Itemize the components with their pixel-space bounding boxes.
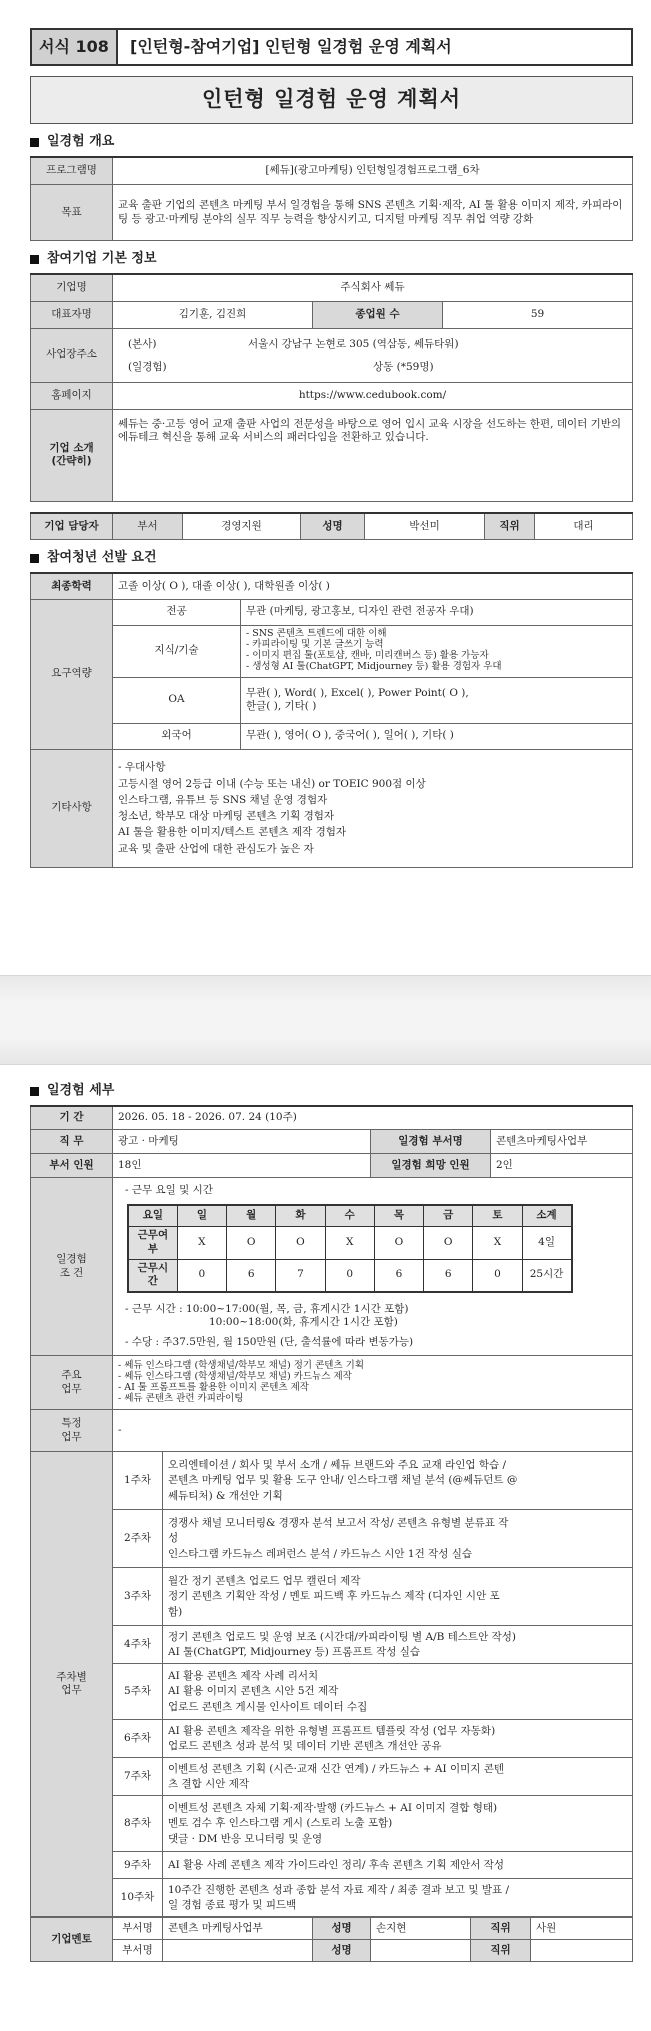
address-we-value: 상동 (*59명) — [373, 361, 434, 374]
schedule-table — [127, 1204, 573, 1293]
conditions-value — [113, 1178, 633, 1356]
week-label: 9주차 — [113, 1852, 163, 1879]
main-duty-item: - 쎄듀 인스타그램 (학생채널/학부모 채널) 정기 콘텐츠 기획 — [118, 1360, 365, 1372]
etc-list — [113, 749, 633, 867]
manager-name-value: 박선미 — [365, 513, 485, 540]
schedule-cell: 0 — [473, 1259, 522, 1292]
company-intro-label: 기업 소개 (간략히) — [31, 409, 113, 501]
schedule-head-cell: 금 — [424, 1205, 473, 1227]
section-heading-company: 참여기업 기본 정보 — [30, 251, 633, 268]
page-2 — [0, 1065, 651, 2031]
square-bullet-icon — [30, 138, 39, 147]
week-content: 10주간 진행한 콘텐츠 성과 종합 분석 자료 제작 / 최종 결과 보고 및 발표 / 일 경험 종료 평가 및 피드백 — [163, 1879, 633, 1917]
hope-count-value: 2인 — [491, 1154, 633, 1178]
schedule-cell: 25시간 — [522, 1259, 571, 1292]
etc-item: - 우대사항 — [118, 761, 166, 774]
company-intro-value: 쎄듀는 중·고등 영어 교재 출판 사업의 전문성을 바탕으로 영어 입시 교육 시장을 선도하는 한편, 데이터 기반의 에듀테크 혁신을 통해 교육 서비스의 패러다임을 전환하고 있습니다. — [113, 409, 633, 501]
weekly-duty-label: 주차별 업무 — [31, 1452, 113, 1917]
week-label: 7주차 — [113, 1758, 163, 1796]
schedule-head-cell: 화 — [276, 1205, 325, 1227]
week-label: 3주차 — [113, 1568, 163, 1626]
employee-count-value: 59 — [443, 301, 633, 328]
company-name-label: 기업명 — [31, 274, 113, 301]
schedule-row-label: 근무시간 — [128, 1259, 177, 1292]
section-heading-detail: 일경험 세부 — [30, 1083, 633, 1100]
week-label: 8주차 — [113, 1796, 163, 1852]
schedule-cell: 7 — [276, 1259, 325, 1292]
etc-label: 기타사항 — [31, 749, 113, 867]
period-label: 기 간 — [31, 1106, 113, 1130]
week-label: 1주차 — [113, 1452, 163, 1510]
skill-item: - 생성형 AI 툴(ChatGPT, Midjourney 등) 활용 경험자 우대 — [246, 661, 502, 673]
manager-dept-value: 경영지원 — [183, 513, 301, 540]
form-header — [30, 28, 633, 66]
ceo-value: 김기훈, 김진희 — [113, 301, 313, 328]
week-content: 오리엔테이션 / 회사 및 부서 소개 / 쎄듀 브랜드와 주요 교재 라인업 학습 / 콘텐츠 마케팅 업무 및 활용 도구 안내/ 인스타그램 채널 분석 (@쎄듀던트 @ 쎄듀티처) & 개선안 기획 — [163, 1452, 633, 1510]
main-duty-list — [113, 1356, 633, 1410]
work-dept-value: 콘텐츠마케팅사업부 — [491, 1130, 633, 1154]
employee-count-label: 종업원 수 — [313, 301, 443, 328]
hope-count-label: 일경험 희망 인원 — [371, 1154, 491, 1178]
main-duty-item: - AI 툴 프롬프트를 활용한 이미지 콘텐츠 제작 — [118, 1381, 309, 1393]
skill-item: - SNS 콘텐츠 트렌드에 대한 이해 — [246, 628, 387, 640]
schedule-head-cell: 요일 — [128, 1205, 177, 1227]
square-bullet-icon — [30, 255, 39, 264]
week-content: 정기 콘텐츠 업로드 및 운영 보조 (시간대/카피라이팅 별 A/B 테스트안 작성) AI 툴(ChatGPT, Midjourney 등) 프롬프트 작성 실습 — [163, 1626, 633, 1664]
company-name-value: 주식회사 쎄듀 — [113, 274, 633, 301]
schedule-cell: 0 — [325, 1259, 374, 1292]
form-title: [인턴형-참여기업] 인턴형 일경험 운영 계획서 — [130, 36, 452, 56]
language-value: 무관( ), 영어( O ), 중국어( ), 일어( ), 기타( ) — [241, 723, 633, 749]
staff-count-value: 18인 — [113, 1154, 371, 1178]
schedule-head-cell: 토 — [473, 1205, 522, 1227]
address-hq-tag: (본사) — [128, 337, 157, 350]
mentor-dept-label: 부서명 — [113, 1918, 163, 1940]
mentor-table — [30, 1917, 633, 1962]
skill-item: - 이미지 편집 툴(포토샵, 캔바, 미리캔버스 등) 활용 가능자 — [246, 650, 489, 662]
etc-item: 인스타그램, 유튜브 등 SNS 채널 운영 경험자 — [118, 793, 328, 806]
address-we-tag: (일경험) — [128, 361, 167, 374]
schedule-cell: O — [276, 1227, 325, 1259]
schedule-cell: O — [424, 1227, 473, 1259]
mentor-dept-value: 콘텐츠 마케팅사업부 — [163, 1918, 313, 1940]
work-dept-label: 일경험 부서명 — [371, 1130, 491, 1154]
program-name-value: [쎄듀](광고마케팅) 인턴형일경험프로그램_6차 — [113, 157, 633, 185]
schedule-row-label: 근무여부 — [128, 1227, 177, 1259]
homepage-link[interactable]: https://www.cedubook.com/ — [113, 382, 633, 409]
week-content: AI 활용 콘텐츠 제작을 위한 유형별 프롬프트 템플릿 작성 (업무 자동화) 업로드 콘텐츠 성과 분석 및 데이터 기반 콘텐츠 개선안 공유 — [163, 1720, 633, 1758]
address-value — [113, 328, 633, 382]
week-content: AI 활용 콘텐츠 제작 사례 리서치 AI 활용 이미지 콘텐츠 시안 5건 제작 업로드 콘텐츠 게시물 인사이트 데이터 수집 — [163, 1664, 633, 1720]
etc-item: 교육 및 출판 산업에 대한 관심도가 높은 자 — [118, 842, 314, 855]
program-name-label: 프로그램명 — [31, 157, 113, 185]
special-duty-value: - — [113, 1410, 633, 1452]
schedule-cell: X — [473, 1227, 522, 1259]
schedule-head-cell: 일 — [177, 1205, 226, 1227]
main-duty-label: 주요 업무 — [31, 1356, 113, 1410]
mentor-dept-label: 부서명 — [113, 1940, 163, 1962]
square-bullet-icon — [30, 554, 39, 563]
detail-table — [30, 1105, 633, 1918]
manager-name-label: 성명 — [301, 513, 365, 540]
skill-list — [241, 625, 633, 677]
manager-dept-label: 부서 — [113, 513, 183, 540]
education-label: 최종학력 — [31, 573, 113, 599]
week-label: 5주차 — [113, 1664, 163, 1720]
document-title: 인턴형 일경험 운영 계획서 — [30, 76, 633, 124]
schedule-cell: 6 — [227, 1259, 276, 1292]
section-heading-selection: 참여청년 선발 요건 — [30, 550, 633, 567]
schedule-cell: 4일 — [522, 1227, 571, 1259]
schedule-cell: O — [227, 1227, 276, 1259]
pay-line: - 수당 : 주37.5만원, 월 150만원 (단, 출석률에 따라 변동가능) — [125, 1336, 414, 1349]
week-label: 6주차 — [113, 1720, 163, 1758]
mentor-label: 기업멘토 — [31, 1918, 113, 1962]
homepage-label: 홈페이지 — [31, 382, 113, 409]
schedule-head-cell: 월 — [227, 1205, 276, 1227]
language-label: 외국어 — [113, 723, 241, 749]
week-content: AI 활용 사례 콘텐츠 제작 가이드라인 정리/ 후속 콘텐츠 기획 제안서 작성 — [163, 1852, 633, 1879]
work-hours-line: - 근무 시간 : 10:00~17:00(월, 목, 금, 휴게시간 1시간 포함) — [125, 1302, 409, 1315]
conditions-intro: - 근무 요일 및 시간 — [125, 1184, 213, 1197]
mentor-name-value — [371, 1940, 471, 1962]
skill-label: 지식/기술 — [113, 625, 241, 677]
selection-table — [30, 572, 633, 868]
mentor-name-value: 손지현 — [371, 1918, 471, 1940]
square-bullet-icon — [30, 1087, 39, 1096]
page-1 — [0, 0, 651, 975]
main-duty-item: - 쎄듀 콘텐츠 관련 카피라이팅 — [118, 1392, 244, 1404]
week-label: 4주차 — [113, 1626, 163, 1664]
week-content: 경쟁사 채널 모니터링& 경쟁자 분석 보고서 작성/ 콘텐츠 유형별 분류표 작 성 인스타그램 카드뉴스 레퍼런스 분석 / 카드뉴스 시안 1건 작성 실습 — [163, 1510, 633, 1568]
job-label: 직 무 — [31, 1130, 113, 1154]
major-value: 무관 (마케팅, 광고홍보, 디자인 관련 전공자 우대) — [241, 599, 633, 625]
manager-table — [30, 512, 633, 541]
etc-item: 고등시절 영어 2등급 이내 (수능 또는 내신) or TOEIC 900점 이상 — [118, 777, 426, 790]
company-table — [30, 273, 633, 502]
special-duty-label: 특정 업무 — [31, 1410, 113, 1452]
schedule-head-cell: 수 — [325, 1205, 374, 1227]
form-number-badge: 서식 108 — [32, 30, 118, 64]
mentor-dept-value — [163, 1940, 313, 1962]
page-gap — [0, 975, 651, 1065]
week-label: 10주차 — [113, 1879, 163, 1917]
manager-position-value: 대리 — [535, 513, 633, 540]
address-hq-value: 서울시 강남구 논현로 305 (역삼동, 쎄듀타워) — [248, 337, 459, 350]
week-content: 월간 정기 콘텐츠 업로드 업무 캘린더 제작 정기 콘텐츠 기획안 작성 / 멘토 피드백 후 카드뉴스 제작 (디자인 시안 포 함) — [163, 1568, 633, 1626]
week-content: 이벤트성 콘텐츠 자체 기획·제작·발행 (카드뉴스 + AI 이미지 결합 형태) 멘토 검수 후 인스타그램 게시 (스토리 노출 포함) 댓글 · DM 반응 모니터링 및 운영 — [163, 1796, 633, 1852]
job-value: 광고 · 마케팅 — [113, 1130, 371, 1154]
mentor-position-label: 직위 — [471, 1918, 531, 1940]
etc-item: AI 툴을 활용한 이미지/텍스트 콘텐츠 제작 경험자 — [118, 826, 347, 839]
mentor-position-value: 사원 — [531, 1918, 633, 1940]
required-competency-label: 요구역량 — [31, 599, 113, 749]
major-label: 전공 — [113, 599, 241, 625]
overview-table — [30, 156, 633, 242]
schedule-cell: O — [374, 1227, 423, 1259]
ceo-label: 대표자명 — [31, 301, 113, 328]
etc-item: 청소년, 학부모 대상 마케팅 콘텐츠 기획 경험자 — [118, 810, 335, 823]
week-label: 2주차 — [113, 1510, 163, 1568]
mentor-position-label: 직위 — [471, 1940, 531, 1962]
skill-item: - 카피라이팅 및 기본 글쓰기 능력 — [246, 639, 384, 651]
education-value: 고졸 이상( O ), 대졸 이상( ), 대학원졸 이상( ) — [113, 573, 633, 599]
schedule-head-cell: 목 — [374, 1205, 423, 1227]
schedule-head-cell: 소계 — [522, 1205, 571, 1227]
mentor-position-value — [531, 1940, 633, 1962]
staff-count-label: 부서 인원 — [31, 1154, 113, 1178]
schedule-cell: 6 — [374, 1259, 423, 1292]
oa-label: OA — [113, 677, 241, 723]
mentor-name-label: 성명 — [313, 1918, 371, 1940]
manager-label: 기업 담당자 — [31, 513, 113, 540]
period-value: 2026. 05. 18 - 2026. 07. 24 (10주) — [113, 1106, 633, 1130]
week-content: 이벤트성 콘텐츠 기획 (시즌·교재 신간 연계) / 카드뉴스 + AI 이미지 콘텐 츠 결합 시안 제작 — [163, 1758, 633, 1796]
goal-label: 목표 — [31, 185, 113, 241]
oa-value: 무관( ), Word( ), Excel( ), Power Point( O ), 한글( ), 기타( ) — [241, 677, 633, 723]
section-heading-overview: 일경험 개요 — [30, 134, 633, 151]
main-duty-item: - 쎄듀 인스타그램 (학생채널/학부모 채널) 카드뉴스 제작 — [118, 1370, 352, 1382]
goal-value: 교육 출판 기업의 콘텐츠 마케팅 부서 일경험을 통해 SNS 콘텐츠 기획·제작, AI 툴 활용 이미지 제작, 카피라이팅 등 광고·마케팅 분야의 실무 직무 능력을 향상시키고, 디지털 마케팅 직무 취업 역량 강화 — [113, 185, 633, 241]
schedule-cell: 6 — [424, 1259, 473, 1292]
address-label: 사업장주소 — [31, 328, 113, 382]
schedule-cell: X — [325, 1227, 374, 1259]
manager-position-label: 직위 — [485, 513, 535, 540]
mentor-name-label: 성명 — [313, 1940, 371, 1962]
conditions-label: 일경험 조 건 — [31, 1178, 113, 1356]
work-hours-line: 10:00~18:00(화, 휴게시간 1시간 포함) — [209, 1316, 398, 1329]
schedule-cell: 0 — [177, 1259, 226, 1292]
schedule-cell: X — [177, 1227, 226, 1259]
